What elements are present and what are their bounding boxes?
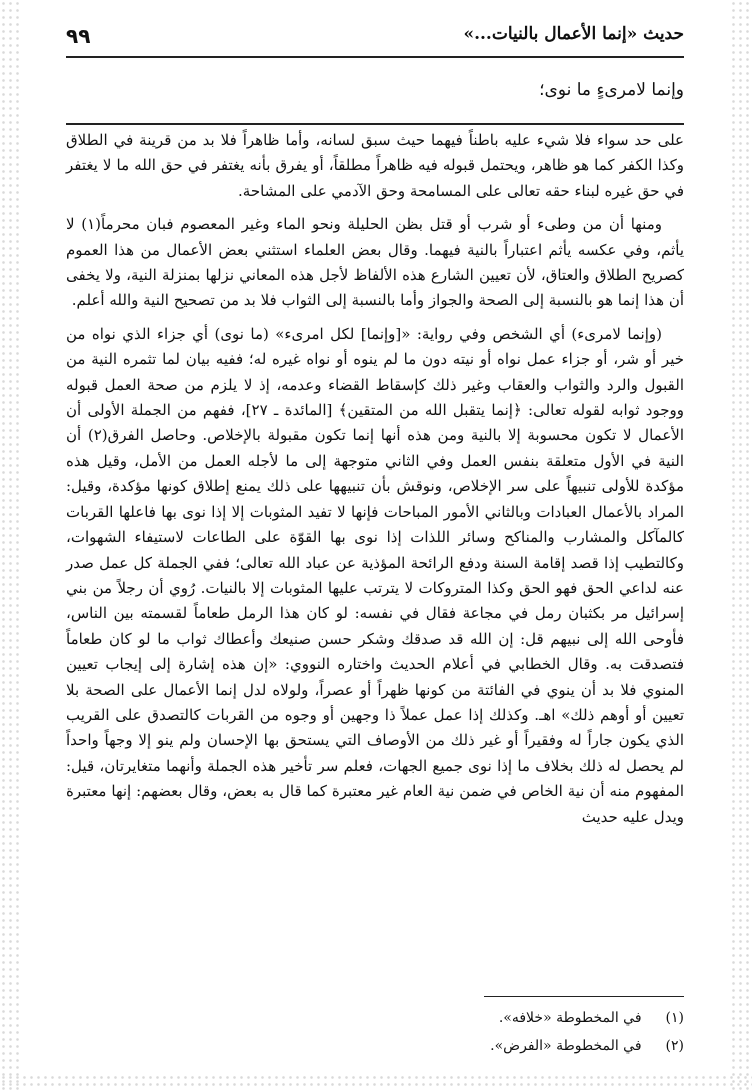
hadith-line: وإنما لامرىءٍ ما نوى؛ — [539, 80, 684, 100]
running-header — [66, 24, 684, 58]
footnote-divider — [484, 996, 684, 997]
footnote-text: في المخطوطة «خلافه». — [498, 1010, 642, 1026]
right-ornamental-border — [730, 0, 752, 1090]
footnote — [490, 1032, 684, 1060]
footnote-number: (٢) — [665, 1038, 684, 1054]
page-number: ٩٩ — [66, 24, 91, 48]
paragraph: ومنها أن من وطىء أو شرب أو قتل بظن الحليلة ونحو الماء وغير المعصوم فبان محرماً(١) لا يأثم، وفي عكسه يأثم اعتباراً بالنية فيهما. وقال بعض العلماء استثني بعض الأعمال من هذا العموم كصريح الطلاق والعتاق، لأن تعيين الشارع هذه الألفاظ لأجل هذه المعاني نزلها بمنزلة النية، ولا يخفى أن هذا إنما هو بالنسبة إلى الصحة والجواز وأما بالنسبة إلى الثواب فلا بد من تصحيح النية والله أعلم. — [66, 215, 684, 310]
footnote-number: (١) — [665, 1010, 684, 1026]
paragraph: (وإنما لامرىء) أي الشخص وفي رواية: «[وإنما] لكل امرىء» (ما نوى) أي جزاء الذي نواه من خير أو شر، أو جزاء عمل نواه أو نيته دون ما لم ينوه أو نواه غيره له؛ ففيه بيان لما تثمره النية من القبول والرد والثواب والعقاب وغير ذلك كإسقاط القضاء وعدمه، إذ لا يلزم من صحة العمل قبوله ووجود ثوابه لقوله تعالى: ﴿إنما يتقبل الله من المتقين﴾ [المائدة ـ ٢٧]، ففهم من الجملة الأولى أن الأعمال لا تكون محسوبة إلا بالنية ومن هذه أنها إنما تكون مقبولة بالإخلاص. وحاصل الفرق(٢) أن النية في الأول متعلقة بنفس العمل وفي الثاني متوجهة إلى ما لأجله العمل من الأمل، وقيل هذه مؤكدة للأولى تنبيهاً على سر الإخلاص، ونوقش بأن تنبيهها على ذلك يمنع إطلاق كونها مؤكدة، وقيل: المراد بالأعمال العبادات وبالثاني الأمور المباحات فإنها لا تفيد المثوبات إلا إذا نوى بها فاعلها القربات كالمآكل والمشارب والمناكح وسائر اللذات إذا نوى بها القوّة على الطاعات لاستيفاء الشهوات، وكالتطيب إذا قصد إقامة السنة ودفع الرائحة المؤذية عن عباد الله تعالى؛ ففي الجملة كل عمل صدر عنه لداعي الحق فهو الحق وكذا المتروكات لا يترتب عليها المثوبات إلا بالنيات. رُوي أن رجلاً من بني إسرائيل مر بكثبان رمل في مجاعة فقال في نفسه: لو كان هذا الرمل طعاماً لقسمته بين الناس، فأوحى الله إلى نبيهم قل: إن الله قد صدقك وشكر حسن صنيعك وأعطاك ثواب ما لو كان طعاماً فتصدقت به. وقال الخطابي في أعلام الحديث واختاره النووي: «إن هذه إشارة إلى إيجاب تعيين المنوي فلا بد أن ينوي في الفائتة من كونها ظهراً أو عصراً، ولولاه لدل إنما الأعمال على الصحة بلا تعيين أو أوهم ذلك» اهـ. وكذلك إذا عمل عملاً ذا وجهين أو وجوه من القربات كالتصدق على القريب الذي يكون جاراً له وفقيراً أو غير ذلك من الأوصاف التي يستحق بها الإحسان ولم ينو إلا وجهاً واحداً لم يحصل له ذلك بخلاف ما إذا نوى جميع الجهات، فعلم سر تأخير هذه الجملة وأنهما متغايرتان، قيل: المفهوم منه أن نية الخاص في ضمن نية العام غير معتبرة كما قال به بعض، وقال بعضهم: إنها معتبرة ويدل عليه حديث — [66, 324, 685, 826]
footnotes — [490, 1004, 684, 1060]
bottom-ornamental-border — [0, 1074, 752, 1090]
footnote — [490, 1004, 684, 1032]
commentary-body — [66, 128, 684, 838]
footnote-text: في المخطوطة «الفرض». — [490, 1038, 642, 1054]
left-ornamental-border — [0, 0, 22, 1090]
text-divider — [66, 123, 684, 125]
running-title: حديث «إنما الأعمال بالنيات...» — [463, 24, 684, 44]
paragraph: على حد سواء فلا شيء عليه باطناً فيهما حيث سبق لسانه، وأما ظاهراً فلا بد من قرينة في الطلاق وكذا الكفر كما هو ظاهر، ويحتمل قبوله فيه ظاهراً مطلقاً، أو يفرق بأنه يغتفر في حق الله ما لا يغتفر في حق غيره لبناء حقه تعالى على المسامحة وحق الآدمي على المشاحة. — [66, 131, 684, 200]
